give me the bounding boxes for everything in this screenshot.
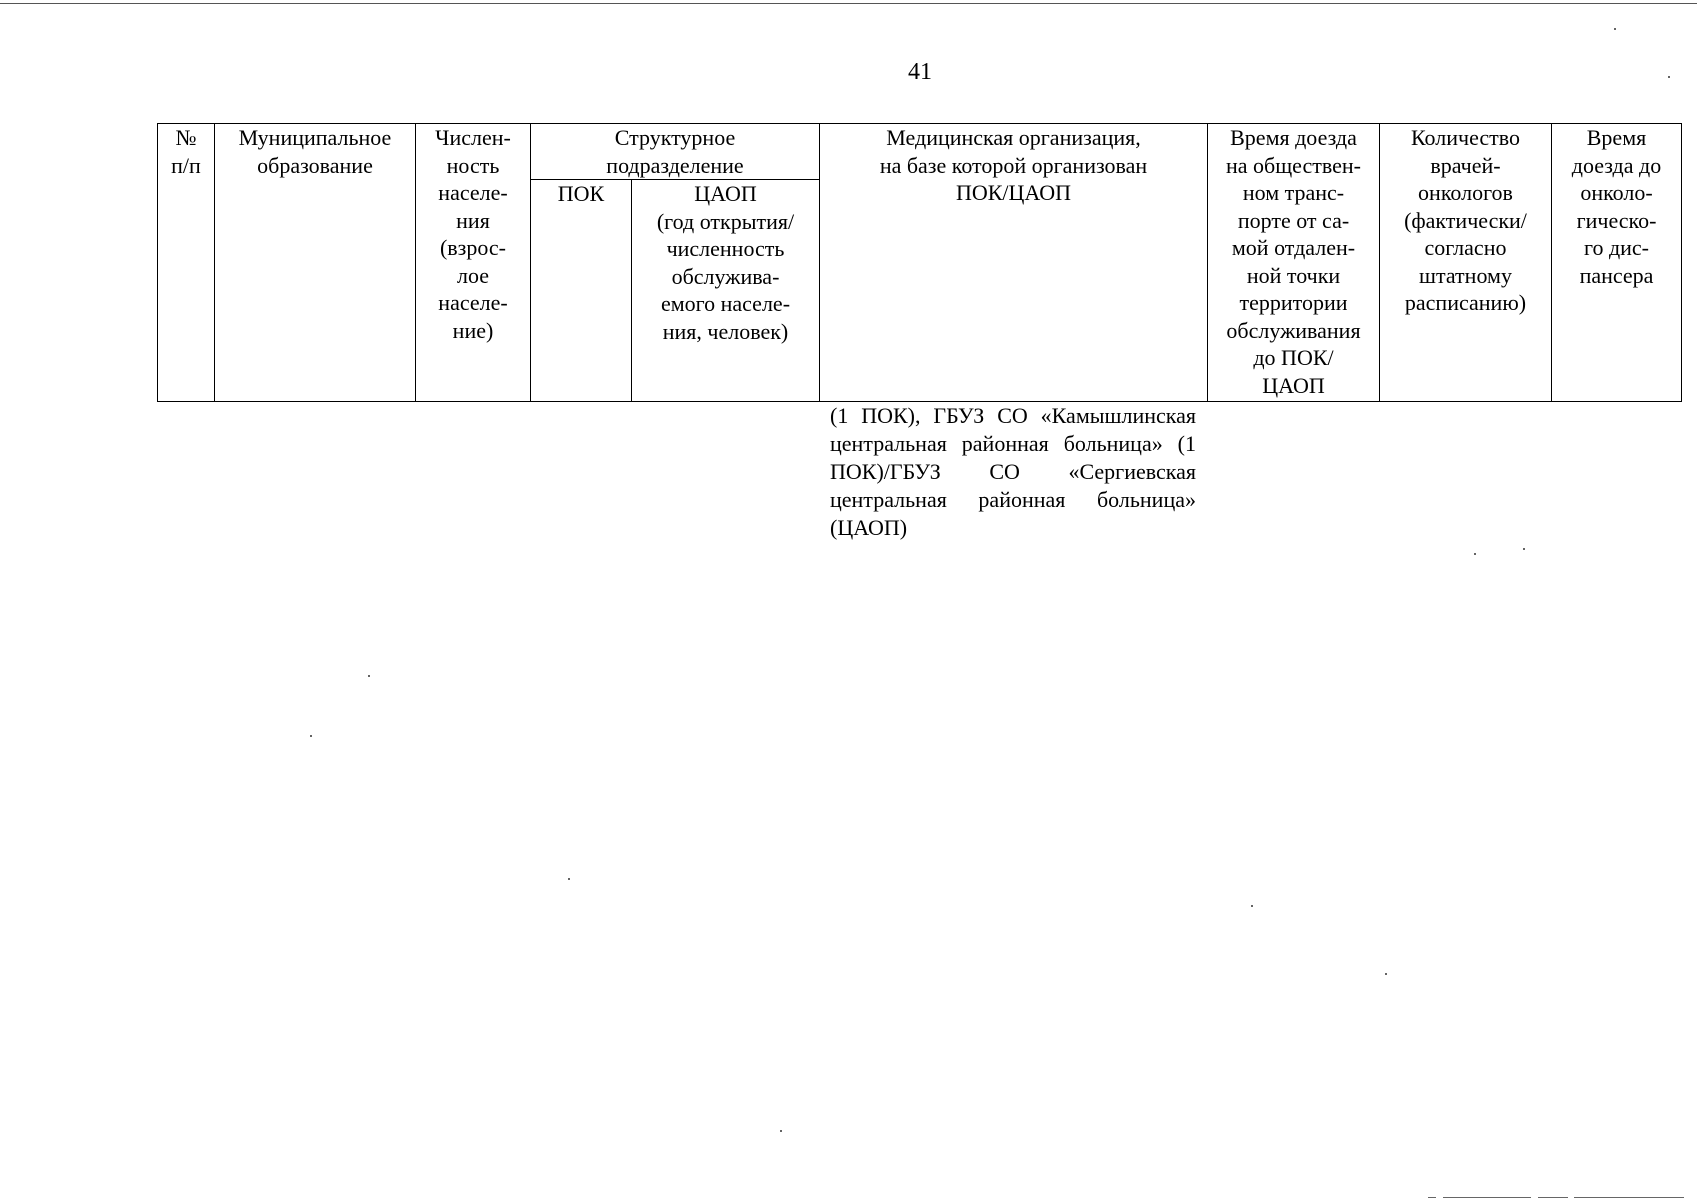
bottom-dash-line (1428, 1197, 1436, 1198)
scan-speck (368, 675, 370, 677)
table-header (157, 123, 1682, 402)
page-number: 41 (908, 59, 932, 85)
scan-speck (568, 878, 570, 880)
header-municipality: Муниципальное образование (215, 124, 416, 402)
bottom-dash-line (1574, 1197, 1684, 1198)
header-pok: ПОК (531, 180, 632, 402)
header-num: № п/п (158, 124, 215, 402)
top-border-line (0, 3, 1697, 4)
header-caop: ЦАОП (год открытия/ численность обслужива- емого населе- ния, человек) (632, 180, 820, 402)
header-population: Числен- ность населе- ния (взрос- лое населе- ние) (416, 124, 531, 402)
bottom-dash-line (1443, 1197, 1531, 1198)
scan-speck (1614, 28, 1616, 30)
header-oncologists-count: Количество врачей- онкологов (фактически/ согласно штатному расписанию) (1380, 124, 1552, 402)
scan-speck (1251, 905, 1253, 907)
header-structural-unit: Структурное подразделение (531, 124, 820, 180)
scan-speck (1385, 973, 1387, 975)
scan-speck (1668, 76, 1670, 78)
scan-speck (780, 1130, 782, 1132)
header-medical-org: Медицинская организация, на базе которой организован ПОК/ЦАОП (820, 124, 1208, 402)
scan-speck (1474, 553, 1476, 555)
scan-speck (310, 735, 312, 737)
scan-speck (1523, 548, 1525, 550)
bottom-dash-line (1538, 1197, 1568, 1198)
continuation-text: (1 ПОК), ГБУЗ СО «Камышлинская центральная районная больница» (1 ПОК)/ГБУЗ СО «Сергиевская центральная районная больница» (ЦАОП) (830, 403, 1196, 540)
header-travel-time-dispensary: Время доезда до онколо- гическо- го дис- пансера (1552, 124, 1682, 402)
header-travel-time-transport: Время доезда на обществен- ном транс- порте от са- мой отдален- ной точки территории обслуживания до ПОК/ ЦАОП (1208, 124, 1380, 402)
